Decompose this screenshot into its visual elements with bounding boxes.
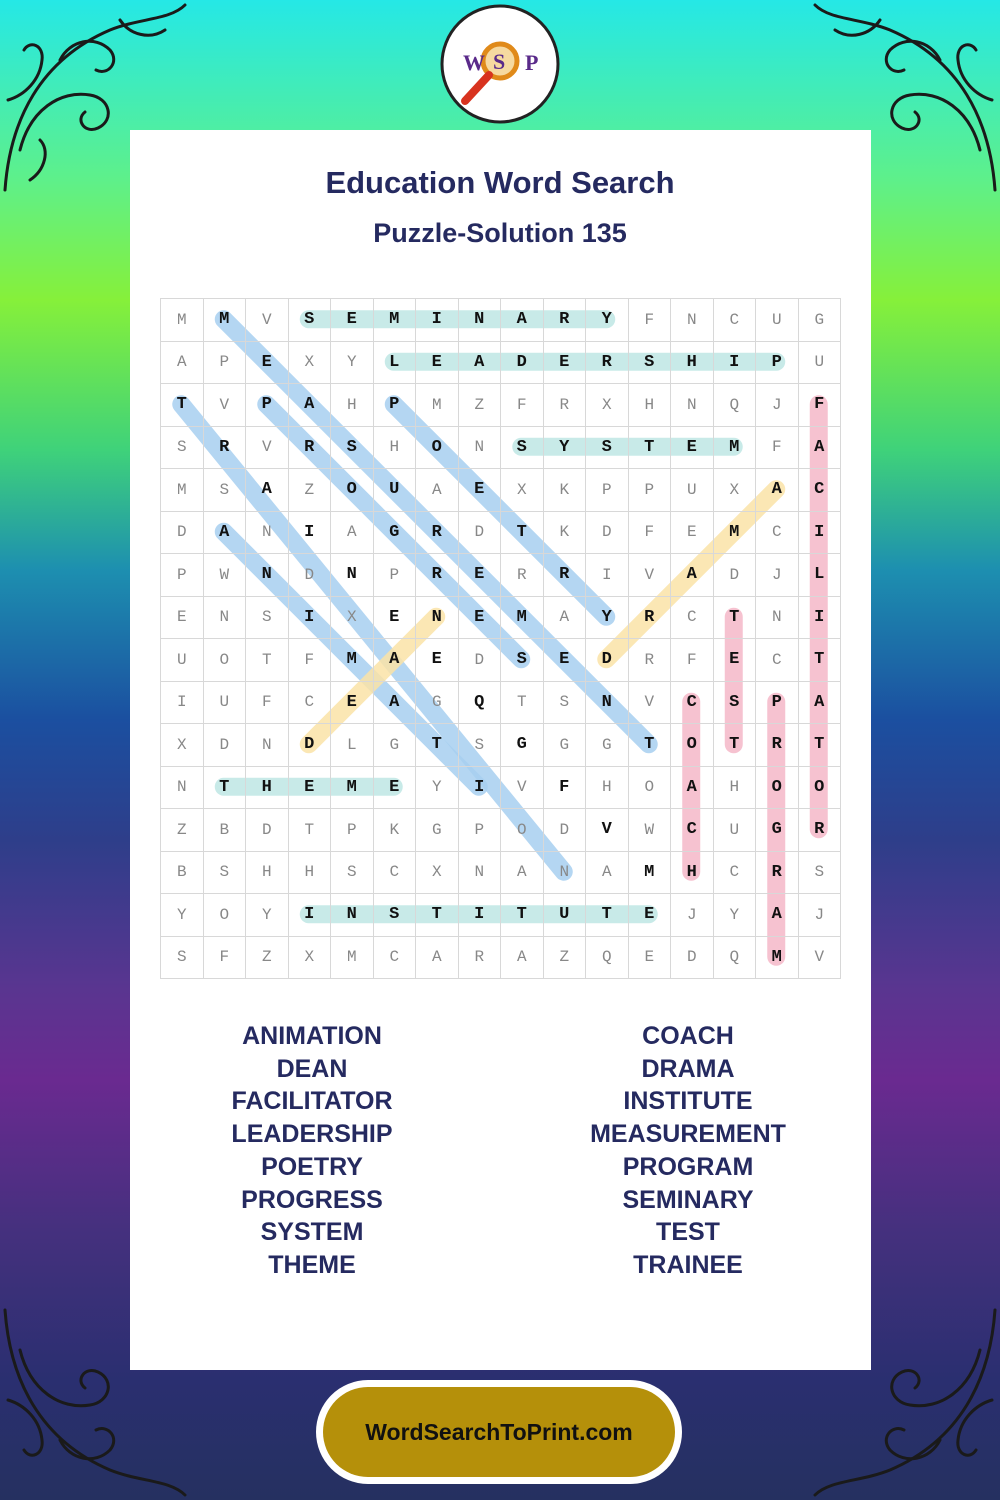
grid-cell: V <box>246 299 289 342</box>
grid-cell: E <box>331 299 374 342</box>
grid-cell: T <box>629 427 672 470</box>
word-list-item: TEST <box>656 1218 720 1247</box>
grid-cell: N <box>416 597 459 640</box>
grid-cell: Q <box>714 384 757 427</box>
grid-cell: R <box>799 809 842 852</box>
logo-letter-w: W <box>463 50 485 75</box>
grid-cell: A <box>331 512 374 555</box>
grid-cell: F <box>246 682 289 725</box>
word-list-item: LEADERSHIP <box>231 1120 393 1149</box>
grid-cell: T <box>416 724 459 767</box>
grid-cell: E <box>246 342 289 385</box>
grid-cell: S <box>161 427 204 470</box>
grid-cell: Y <box>586 299 629 342</box>
word-list-item: DEAN <box>276 1054 348 1083</box>
grid-cell: G <box>374 512 417 555</box>
grid-cell: O <box>204 894 247 937</box>
grid-cell: B <box>204 809 247 852</box>
grid-cell: T <box>799 639 842 682</box>
grid-cell: M <box>714 512 757 555</box>
grid-cell: C <box>799 469 842 512</box>
grid-cell: O <box>331 469 374 512</box>
grid-cell: A <box>501 937 544 980</box>
grid-cell: S <box>629 342 672 385</box>
grid-cell: S <box>161 937 204 980</box>
grid-cell: F <box>289 639 332 682</box>
grid-cell: X <box>289 937 332 980</box>
grid-cell: J <box>756 384 799 427</box>
grid-cell: D <box>246 809 289 852</box>
grid-cell: A <box>374 682 417 725</box>
word-list-item: SYSTEM <box>260 1218 364 1247</box>
grid-cell: R <box>756 724 799 767</box>
grid-cell: Y <box>714 894 757 937</box>
grid-cell: N <box>459 299 502 342</box>
grid-cell: P <box>756 342 799 385</box>
grid-cell: Z <box>161 809 204 852</box>
grid-cell: V <box>204 384 247 427</box>
grid-cell: F <box>756 427 799 470</box>
grid-cell: N <box>671 299 714 342</box>
grid-cell: S <box>204 469 247 512</box>
grid-cell: X <box>331 597 374 640</box>
grid-cell: U <box>799 342 842 385</box>
grid-cell: C <box>671 682 714 725</box>
grid-cell: X <box>416 852 459 895</box>
grid-cell: Z <box>459 384 502 427</box>
grid-cell: E <box>331 682 374 725</box>
grid-cell: U <box>161 639 204 682</box>
grid-cell: H <box>331 384 374 427</box>
grid-cell: G <box>416 682 459 725</box>
grid-cell: S <box>246 597 289 640</box>
grid-cell: V <box>501 767 544 810</box>
word-list-item: COACH <box>642 1022 734 1050</box>
grid-cell: S <box>374 894 417 937</box>
grid-cell: R <box>204 427 247 470</box>
grid-cell: G <box>756 809 799 852</box>
grid-cell: M <box>331 767 374 810</box>
grid-cell: Y <box>416 767 459 810</box>
word-list-item: PROGRAM <box>622 1152 754 1181</box>
grid-cell: R <box>416 512 459 555</box>
grid-cell: E <box>714 639 757 682</box>
grid-cell: A <box>416 469 459 512</box>
grid-cell: E <box>161 597 204 640</box>
grid-cell: S <box>544 682 587 725</box>
grid-cell: S <box>586 427 629 470</box>
grid-cell: T <box>204 767 247 810</box>
grid-cell: F <box>799 384 842 427</box>
grid-cell: P <box>756 682 799 725</box>
grid-cell: U <box>544 894 587 937</box>
site-link-label: WordSearchToPrint.com <box>365 1418 633 1445</box>
grid-cell: M <box>331 639 374 682</box>
grid-cell: A <box>799 682 842 725</box>
grid-cell: H <box>671 342 714 385</box>
grid-cell: Y <box>544 427 587 470</box>
grid-cell: P <box>374 384 417 427</box>
grid-cell: E <box>671 427 714 470</box>
grid-cell: I <box>799 512 842 555</box>
grid-cell: E <box>629 937 672 980</box>
grid-cell: I <box>714 342 757 385</box>
grid-cell: V <box>629 554 672 597</box>
grid-cell: N <box>756 597 799 640</box>
grid-cell: N <box>246 724 289 767</box>
grid-cell: G <box>799 299 842 342</box>
grid-cell: O <box>501 809 544 852</box>
grid-cell: F <box>671 639 714 682</box>
grid-cell: A <box>501 299 544 342</box>
grid-cell: N <box>331 894 374 937</box>
page-title: Education Word Search <box>325 165 675 200</box>
grid-cell: C <box>671 809 714 852</box>
grid-cell: W <box>629 809 672 852</box>
grid-cell: D <box>459 512 502 555</box>
grid-cell: I <box>459 767 502 810</box>
word-list-item: POETRY <box>261 1152 363 1181</box>
grid-cell: G <box>416 809 459 852</box>
grid-cell: A <box>289 384 332 427</box>
grid-cell: A <box>799 427 842 470</box>
grid-cell: I <box>459 894 502 937</box>
word-list-item: TRAINEE <box>633 1250 743 1279</box>
grid-cell: D <box>586 639 629 682</box>
grid-cell: T <box>416 894 459 937</box>
grid-cell: T <box>289 809 332 852</box>
grid-cell: I <box>289 512 332 555</box>
grid-cell: M <box>331 937 374 980</box>
grid-cell: O <box>799 767 842 810</box>
grid-cell: E <box>544 342 587 385</box>
grid-cell: N <box>459 852 502 895</box>
grid-cell: D <box>289 554 332 597</box>
grid-cell: A <box>586 852 629 895</box>
grid-cell: T <box>501 682 544 725</box>
grid-cell: O <box>671 724 714 767</box>
grid-cell: E <box>459 469 502 512</box>
grid-cell: H <box>671 852 714 895</box>
grid-cell: N <box>586 682 629 725</box>
grid-cell: P <box>204 342 247 385</box>
grid-cell: P <box>161 554 204 597</box>
grid-cell: E <box>289 767 332 810</box>
grid-cell: T <box>714 724 757 767</box>
grid-cell: C <box>289 682 332 725</box>
grid-cell: M <box>161 469 204 512</box>
grid-cell: S <box>714 682 757 725</box>
grid-cell: D <box>459 639 502 682</box>
grid-cell: G <box>501 724 544 767</box>
logo-letter-p: P <box>525 50 539 75</box>
grid-cell: E <box>459 597 502 640</box>
grid-cell: I <box>289 597 332 640</box>
grid-cell: W <box>204 554 247 597</box>
grid-cell: U <box>671 469 714 512</box>
grid-cell: A <box>501 852 544 895</box>
page-subtitle: Puzzle-Solution 135 <box>373 218 627 248</box>
grid-cell: A <box>459 342 502 385</box>
grid-cell: R <box>756 852 799 895</box>
grid-cell: N <box>544 852 587 895</box>
grid-cell: T <box>586 894 629 937</box>
grid-cell: Z <box>544 937 587 980</box>
grid-cell: G <box>374 724 417 767</box>
grid-cell: P <box>374 554 417 597</box>
grid-cell: F <box>629 299 672 342</box>
grid-cell: A <box>416 937 459 980</box>
grid-cell: X <box>289 342 332 385</box>
grid-cell: H <box>714 767 757 810</box>
grid-cell: H <box>374 427 417 470</box>
wsp-logo <box>439 3 561 125</box>
word-list-item: MEASUREMENT <box>590 1120 786 1149</box>
grid-cell: V <box>586 809 629 852</box>
grid-cell: S <box>204 852 247 895</box>
grid-cell: R <box>544 554 587 597</box>
grid-cell: C <box>714 852 757 895</box>
grid-cell: Q <box>586 937 629 980</box>
grid-cell: P <box>629 469 672 512</box>
grid-cell: I <box>289 894 332 937</box>
grid-cell: N <box>459 427 502 470</box>
grid-cell: F <box>204 937 247 980</box>
grid-cell: K <box>544 512 587 555</box>
grid-cell: C <box>714 299 757 342</box>
word-list-item: INSTITUTE <box>623 1087 753 1116</box>
grid-cell: I <box>799 597 842 640</box>
grid-cell: V <box>246 427 289 470</box>
grid-cell: A <box>671 767 714 810</box>
grid-cell: H <box>246 767 289 810</box>
grid-cell: R <box>544 299 587 342</box>
grid-cell: E <box>374 767 417 810</box>
grid-cell: C <box>374 852 417 895</box>
grid-cell: Y <box>331 342 374 385</box>
grid-cell: F <box>629 512 672 555</box>
grid-cell: S <box>501 427 544 470</box>
grid-cell: Y <box>246 894 289 937</box>
grid-cell: O <box>629 767 672 810</box>
grid-cell: C <box>374 937 417 980</box>
grid-cell: T <box>629 724 672 767</box>
grid-cell: G <box>586 724 629 767</box>
grid-cell: A <box>161 342 204 385</box>
grid-cell: P <box>246 384 289 427</box>
grid-cell: N <box>246 512 289 555</box>
grid-cell: E <box>544 639 587 682</box>
grid-cell: E <box>374 597 417 640</box>
grid-cell: C <box>756 512 799 555</box>
grid-cell: S <box>459 724 502 767</box>
grid-cell: K <box>544 469 587 512</box>
grid-cell: H <box>629 384 672 427</box>
grid-cell: M <box>204 299 247 342</box>
grid-cell: D <box>714 554 757 597</box>
word-list-item: PROGRESS <box>241 1185 383 1214</box>
grid-cell: M <box>416 384 459 427</box>
grid-cell: M <box>374 299 417 342</box>
grid-cell: E <box>459 554 502 597</box>
grid-cell: R <box>586 342 629 385</box>
grid-cell: D <box>501 342 544 385</box>
grid-cell: R <box>501 554 544 597</box>
site-link-button[interactable] <box>323 1387 675 1477</box>
grid-cell: J <box>756 554 799 597</box>
grid-cell: N <box>246 554 289 597</box>
grid-cell: U <box>756 299 799 342</box>
grid-cell: H <box>289 852 332 895</box>
grid-cell: A <box>544 597 587 640</box>
grid-cell: L <box>331 724 374 767</box>
grid-cell: F <box>544 767 587 810</box>
grid-cell: N <box>671 384 714 427</box>
grid-cell: P <box>331 809 374 852</box>
grid-cell: O <box>204 639 247 682</box>
grid-cell: S <box>501 639 544 682</box>
grid-cell: A <box>246 469 289 512</box>
grid-cell: G <box>544 724 587 767</box>
grid-cell: V <box>799 937 842 980</box>
grid-cell: I <box>586 554 629 597</box>
grid-cell: N <box>331 554 374 597</box>
word-grid <box>160 298 841 979</box>
grid-cell: S <box>331 852 374 895</box>
grid-cell: M <box>714 427 757 470</box>
grid-cell: S <box>331 427 374 470</box>
grid-cell: B <box>161 852 204 895</box>
grid-cell: N <box>204 597 247 640</box>
grid-cell: H <box>246 852 289 895</box>
grid-cell: I <box>416 299 459 342</box>
grid-cell: K <box>374 809 417 852</box>
grid-cell: R <box>629 639 672 682</box>
grid-cell: R <box>459 937 502 980</box>
grid-cell: C <box>671 597 714 640</box>
word-list-item: FACILITATOR <box>231 1087 393 1116</box>
word-list-item: ANIMATION <box>242 1022 382 1050</box>
grid-cell: M <box>629 852 672 895</box>
grid-cell: E <box>629 894 672 937</box>
grid-cell: M <box>161 299 204 342</box>
grid-cell: Y <box>586 597 629 640</box>
grid-cell: D <box>204 724 247 767</box>
grid-cell: L <box>799 554 842 597</box>
grid-cell: M <box>756 937 799 980</box>
grid-cell: U <box>204 682 247 725</box>
grid-cell: X <box>714 469 757 512</box>
logo-letter-s: S <box>493 49 506 74</box>
grid-cell: J <box>671 894 714 937</box>
grid-cell: Z <box>289 469 332 512</box>
grid-cell: Q <box>714 937 757 980</box>
grid-cell: A <box>671 554 714 597</box>
grid-cell: T <box>501 894 544 937</box>
word-list-item: DRAMA <box>641 1054 735 1083</box>
word-list-right <box>538 1020 838 1282</box>
grid-cell: A <box>374 639 417 682</box>
grid-cell: P <box>459 809 502 852</box>
grid-cell: P <box>586 469 629 512</box>
grid-cell: S <box>289 299 332 342</box>
grid-cell: D <box>586 512 629 555</box>
word-list-item: SEMINARY <box>622 1185 754 1214</box>
grid-cell: A <box>756 894 799 937</box>
grid-cell: E <box>671 512 714 555</box>
grid-cell: E <box>416 342 459 385</box>
word-list-left <box>162 1020 462 1282</box>
grid-cell: L <box>374 342 417 385</box>
grid-cell: D <box>671 937 714 980</box>
grid-cell: M <box>501 597 544 640</box>
grid-cell: D <box>289 724 332 767</box>
grid-cell: R <box>416 554 459 597</box>
grid-cell: C <box>756 639 799 682</box>
grid-cell: I <box>161 682 204 725</box>
grid-cell: T <box>246 639 289 682</box>
grid-cell: V <box>629 682 672 725</box>
grid-cell: Y <box>161 894 204 937</box>
grid-cell: T <box>161 384 204 427</box>
grid-cell: N <box>161 767 204 810</box>
grid-cell: R <box>289 427 332 470</box>
grid-cell: A <box>204 512 247 555</box>
grid-cell: Q <box>459 682 502 725</box>
grid-cell: D <box>161 512 204 555</box>
grid-cell: T <box>799 724 842 767</box>
grid-cell: H <box>586 767 629 810</box>
grid-cell: R <box>629 597 672 640</box>
grid-cell: T <box>501 512 544 555</box>
grid-cell: E <box>416 639 459 682</box>
grid-cell: U <box>374 469 417 512</box>
grid-cell: T <box>714 597 757 640</box>
grid-cell: X <box>586 384 629 427</box>
grid-cell: Z <box>246 937 289 980</box>
grid-cell: X <box>161 724 204 767</box>
grid-cell: F <box>501 384 544 427</box>
grid-cell: U <box>714 809 757 852</box>
grid-cell: S <box>799 852 842 895</box>
grid-cell: O <box>416 427 459 470</box>
grid-cell: R <box>544 384 587 427</box>
grid-cell: O <box>756 767 799 810</box>
grid-cell: J <box>799 894 842 937</box>
word-list-item: THEME <box>268 1250 356 1279</box>
grid-cell: A <box>756 469 799 512</box>
grid-cell: X <box>501 469 544 512</box>
grid-cell: D <box>544 809 587 852</box>
